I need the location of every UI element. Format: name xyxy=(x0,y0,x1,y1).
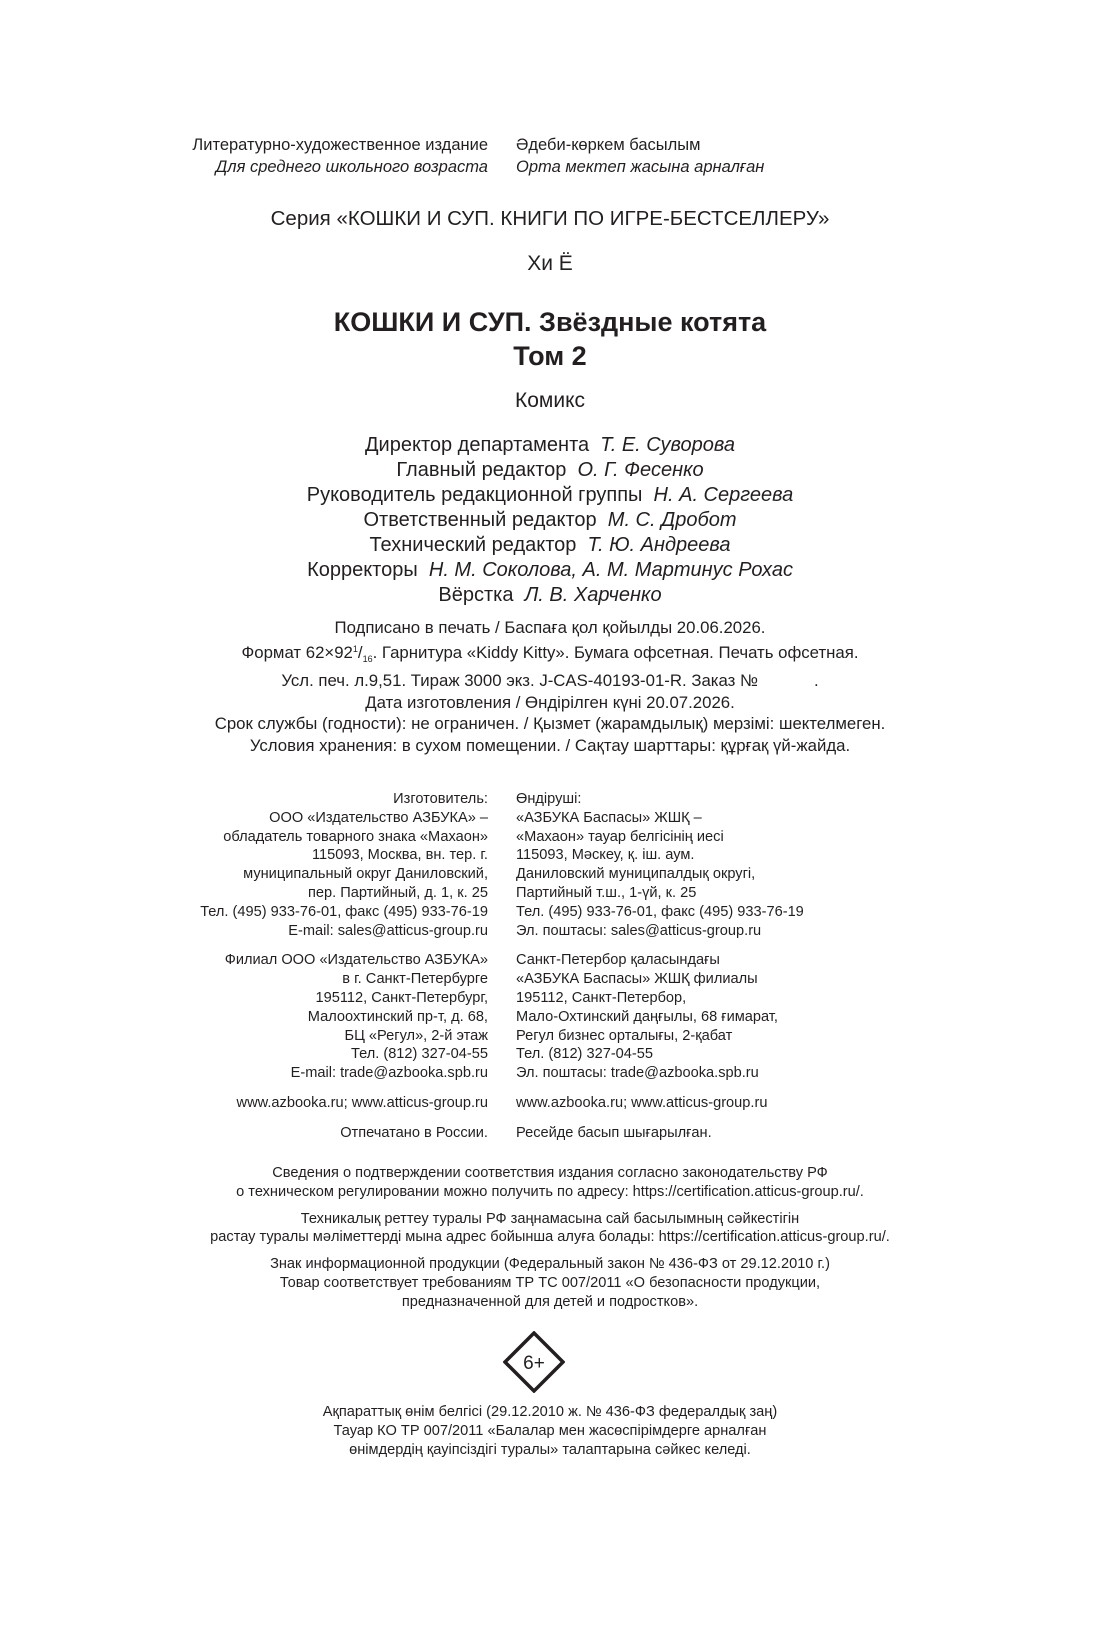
publisher-details-ru xyxy=(0,790,516,1143)
branch-email: E-mail: trade@azbooka.spb.ru xyxy=(290,1065,488,1082)
branch-line: в г. Санкт-Петербурге xyxy=(342,971,488,988)
manufacturer-label: Изготовитель: xyxy=(393,791,488,807)
branch-line: Санкт-Петербор қаласындағы xyxy=(516,952,720,969)
edition-type-ru: Литературно-художественное издание xyxy=(192,136,488,154)
age-group-ru: Для среднего школьного возраста xyxy=(215,158,488,176)
publication-info xyxy=(0,617,1100,756)
credit-person: Т. Ю. Андреева xyxy=(587,534,731,556)
credit-role: Вёрстка xyxy=(438,584,514,606)
edition-type-kz: Әдеби-көркем басылым xyxy=(516,136,701,154)
series-title: Серия «КОШКИ И СУП. КНИГИ ПО ИГРЕ-БЕСТСЕЛЛЕРУ» xyxy=(270,207,830,230)
manufacturer-email: E-mail: sales@atticus-group.ru xyxy=(288,922,488,939)
credit-person: Л. В. Харченко xyxy=(524,584,662,606)
age-rating-text: 6+ xyxy=(523,1353,545,1374)
publisher-details xyxy=(0,790,1100,1143)
websites: www.azbooka.ru; www.atticus-group.ru xyxy=(516,1094,768,1111)
credit-line xyxy=(0,508,1100,533)
manufacturer-line: пер. Партийный, д. 1, к. 25 xyxy=(307,884,488,901)
shelf-life: Срок службы (годности): не ограничен. / Қызмет (жарамдылық) мерзімі: шектелмеген. xyxy=(214,714,886,733)
branch-line: «АЗБУКА Баспасы» ЖШҚ филиалы xyxy=(516,971,758,988)
production-date: Дата изготовления / Өндірілген күні 20.07.2026. xyxy=(365,692,735,712)
publisher-details-kz xyxy=(516,790,1100,1143)
manufacturer-line: «Махаон» тауар белгісінің иесі xyxy=(516,828,724,845)
manufacturer-line: муниципальный округ Даниловский, xyxy=(243,866,488,883)
printed-in: Отпечатано в России. xyxy=(340,1124,488,1141)
credit-line xyxy=(0,433,1100,458)
credit-role: Корректоры xyxy=(307,559,418,581)
book-title-block xyxy=(0,305,1100,373)
credit-line xyxy=(0,483,1100,508)
certification-info xyxy=(0,1164,1100,1320)
manufacturer-label: Өндіруші: xyxy=(516,791,582,807)
credit-role: Директор департамента xyxy=(365,434,590,456)
credit-person: Т. Е. Суворова xyxy=(600,434,735,456)
edition-type-header xyxy=(0,134,1100,178)
credit-line xyxy=(0,558,1100,583)
manufacturer-email: Эл. поштасы: sales@atticus-group.ru xyxy=(516,922,762,939)
manufacturer-phone: Тел. (495) 933-76-01, факс (495) 933-76-19 xyxy=(200,903,488,920)
credit-line xyxy=(0,533,1100,558)
branch-line: 195112, Санкт-Петербор, xyxy=(516,989,687,1006)
branch-line: Малоохтинский пр-т, д. 68, xyxy=(307,1008,488,1025)
credit-person: Н. М. Соколова, А. М. Мартинус Рохас xyxy=(428,559,793,581)
genre-label: Комикс xyxy=(514,389,585,412)
volume-number: Том 2 xyxy=(513,341,587,371)
book-title: КОШКИ И СУП. Звёздные котята xyxy=(333,307,767,337)
storage-conditions: Условия хранения: в сухом помещении. / Сақтау шарттары: құрғақ үй-жайда. xyxy=(249,735,851,755)
credit-line xyxy=(0,583,1100,608)
manufacturer-line: ООО «Издательство АЗБУКА» – xyxy=(269,809,488,826)
branch-line: БЦ «Регул», 2-й этаж xyxy=(344,1027,488,1044)
credit-person: М. С. Дробот xyxy=(607,509,737,531)
credit-person: О. Г. Фесенко xyxy=(577,459,704,481)
printed-in: Ресейде басып шығарылған. xyxy=(516,1124,712,1141)
manufacturer-line: «АЗБУКА Баспасы» ЖШҚ – xyxy=(516,809,702,826)
credit-role: Ответственный редактор xyxy=(363,509,597,531)
format-line: Формат $62\times 92^1/_{16}$. Гарнитура «Kiddy Kitty». Бумага офсетная. Печать офсетная. xyxy=(241,642,859,664)
age-rating-badge xyxy=(503,1331,565,1393)
manufacturer-line: Даниловский муниципалдық округі, xyxy=(516,866,756,883)
manufacturer-phone: Тел. (495) 933-76-01, факс (495) 933-76-19 xyxy=(516,903,804,920)
credit-role: Главный редактор xyxy=(396,459,567,481)
branch-email: Эл. поштасы: trade@azbooka.spb.ru xyxy=(516,1065,759,1082)
branch-line: 195112, Санкт-Петербург, xyxy=(315,989,488,1006)
branch-phone: Тел. (812) 327-04-55 xyxy=(350,1046,488,1063)
branch-phone: Тел. (812) 327-04-55 xyxy=(516,1046,654,1063)
credit-person: Н. А. Сергеева xyxy=(653,484,794,506)
credit-line xyxy=(0,458,1100,483)
certification-kz: Техникалық реттеу туралы РФ заңнамасына сай басылымның сәйкестігін растау туралы мәліметтерді мына адрес бойынша алуға болады: https://certification.atticus-group.ru/. xyxy=(210,1210,890,1246)
signed-date: Подписано в печать / Баспаға қол қойылды 20.06.2026. xyxy=(334,618,766,637)
websites: www.azbooka.ru; www.atticus-group.ru xyxy=(236,1094,488,1111)
branch-line: Филиал ООО «Издательство АЗБУКА» xyxy=(224,952,488,969)
manufacturer-line: 115093, Москва, вн. тер. г. xyxy=(311,847,488,864)
manufacturer-line: 115093, Мәскеу, қ. іш. аум. xyxy=(516,847,695,864)
branch-line: Мало-Охтинский даңғылы, 68 ғимарат, xyxy=(516,1008,778,1025)
info-product-law-ru: Знак информационной продукции (Федеральный закон № 436-ФЗ от 29.12.2010 г.) Товар соответствует требованиям ТР ТС 007/2011 «О безопасности продукции, предназначенной для детей и подростков». xyxy=(270,1256,830,1310)
manufacturer-line: обладатель товарного знака «Махаон» xyxy=(223,828,488,845)
manufacturer-line: Партийный т.ш., 1-үй, к. 25 xyxy=(516,884,697,901)
credit-role: Руководитель редакционной группы xyxy=(306,484,643,506)
certification-ru: Сведения о подтверждении соответствия издания согласно законодательству РФ о техническом регулировании можно получить по адресу: https://certification.atticus-group.ru/. xyxy=(236,1165,864,1200)
credit-role: Технический редактор xyxy=(369,534,577,556)
author-name: Хи Ё xyxy=(527,252,573,275)
age-group-kz: Орта мектеп жасына арналған xyxy=(516,158,765,176)
branch-line: Регул бизнес орталығы, 2-қабат xyxy=(516,1027,733,1044)
credits-list xyxy=(0,433,1100,608)
info-product-law-kz: Ақпараттық өнім белгісі (29.12.2010 ж. № 436-ФЗ федералдық заң) Тауар КО ТР 007/2011 «Балалар мен жасөспірімдерге арналған өнімдердің қауіпсіздігі туралы» талаптарына сәйкес келеді. xyxy=(322,1404,778,1458)
print-run-line: Усл. печ. л.9,51. Тираж 3000 экз. J-CAS-40193-01-R. Заказ № . xyxy=(281,671,819,690)
